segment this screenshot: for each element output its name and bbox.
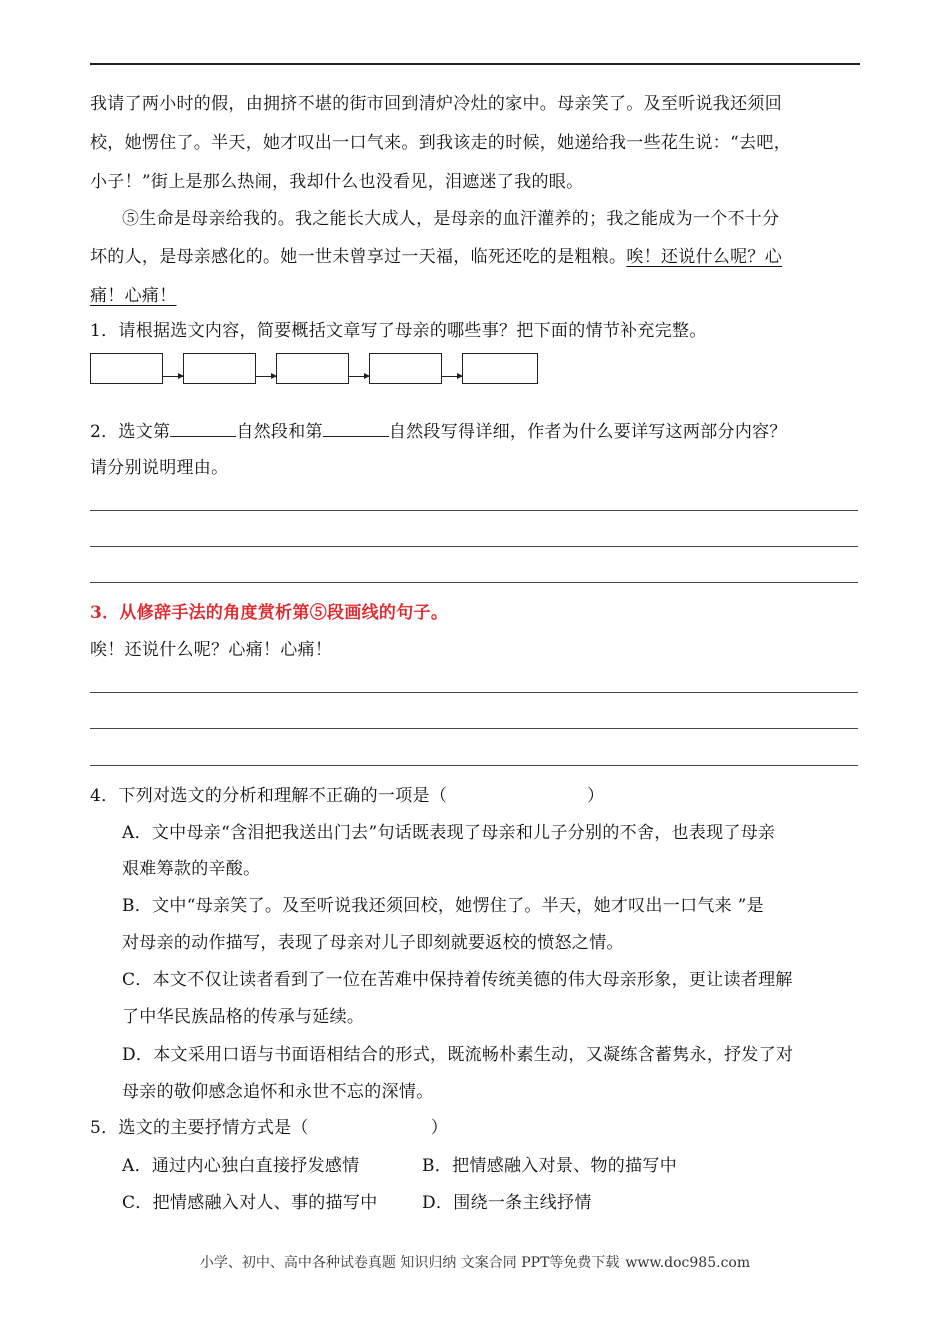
answer-box-3[interactable]	[276, 353, 349, 384]
arrow-icon	[256, 376, 276, 377]
question-5-paren: ）	[430, 1118, 449, 1138]
top-rule	[90, 63, 860, 65]
passage-line: 校，她愣住了。半天，她才叹出一口气来。到我该走的时候，她递给我一些花生说：“去吧，	[90, 133, 791, 153]
question-4-text: 4．下列对选文的分析和理解不正确的一项是（	[90, 786, 448, 806]
option-D[interactable]: D．本文采用口语与书面语相结合的形式，既流畅朴素生动，又凝练含蓄隽永，抒发了对	[122, 1045, 794, 1065]
answer-box-2[interactable]	[183, 353, 256, 384]
question-2-text: 自然段写得详细，作者为什么要详写这两部分内容？	[388, 422, 787, 442]
option-C[interactable]: C．把情感融入对人、事的描写中	[122, 1193, 378, 1213]
question-4-stem	[90, 784, 860, 808]
answer-line[interactable]	[90, 692, 858, 693]
question-5-stem	[90, 1116, 860, 1140]
answer-line[interactable]	[90, 510, 858, 511]
option-C[interactable]: C．本文不仅让读者看到了一位在苦难中保持着传统美德的伟大母亲形象，更让读者理解	[122, 970, 793, 990]
option-D-cont: 母亲的敬仰感念追怀和永世不忘的深情。	[122, 1082, 434, 1102]
option-B[interactable]: B．把情感融入对景、物的描写中	[422, 1156, 677, 1176]
underlined-sentence: 唉！还说什么呢？心	[626, 247, 783, 267]
answer-box-1[interactable]	[90, 353, 163, 384]
arrow-icon	[349, 376, 369, 377]
question-2-text: 自然段和第	[236, 422, 323, 442]
option-B[interactable]: B．文中“母亲笑了。及至听说我还须回校，她愣住了。半天，她才叹出一口气来 ”是	[122, 896, 764, 916]
passage-text: 坏的人，是母亲感化的。她一世未曾享过一天福，临死还吃的是粗粮。	[90, 247, 627, 267]
option-A[interactable]: A．通过内心独白直接抒发感情	[122, 1156, 360, 1176]
passage-line	[90, 284, 860, 308]
question-3-title: 3．从修辞手法的角度赏析第⑤段画线的句子。	[90, 603, 449, 623]
passage-line: ⑤生命是母亲给我的。我之能长大成人，是母亲的血汗灌养的；我之能成为一个不十分	[122, 209, 780, 229]
option-A-cont: 艰难筹款的辛酸。	[122, 859, 261, 879]
option-D[interactable]: D．围绕一条主线抒情	[422, 1193, 592, 1213]
option-B-cont: 对母亲的动作描写，表现了母亲对儿子即刻就要返校的愤怒之情。	[122, 933, 624, 953]
underlined-sentence: 痛！心痛！	[90, 286, 177, 306]
answer-line[interactable]	[90, 546, 858, 547]
question-1: 1．请根据选文内容，简要概括文章写了母亲的哪些事？把下面的情节补充完整。	[90, 321, 707, 341]
passage-line: 我请了两小时的假，由拥挤不堪的街市回到清炉冷灶的家中。母亲笑了。及至听说我还须回	[90, 94, 782, 114]
question-2-line2: 请分别说明理由。	[90, 458, 229, 478]
question-4-paren: ）	[587, 786, 605, 806]
option-C-cont: 了中华民族品格的传承与延续。	[122, 1007, 365, 1027]
question-3-quote: 唉！还说什么呢？心痛！心痛！	[90, 640, 333, 660]
answer-box-4[interactable]	[369, 353, 442, 384]
passage-line: 小子！”街上是那么热闹，我却什么也没看见，泪遮迷了我的眼。	[90, 172, 584, 192]
answer-line[interactable]	[90, 765, 858, 766]
paragraph-blank-1[interactable]	[170, 418, 236, 437]
answer-box-5[interactable]	[462, 353, 538, 384]
paragraph-blank-2[interactable]	[323, 418, 389, 437]
arrow-icon	[442, 376, 462, 377]
footer-url[interactable]: www.doc985.com	[625, 1255, 751, 1271]
footer-text: 小学、初中、高中各种试卷真题 知识归纳 文案合同 PPT等免费下载	[199, 1255, 620, 1271]
question-2-text: 2．选文第	[90, 422, 171, 442]
answer-line[interactable]	[90, 582, 858, 583]
passage-line	[90, 245, 860, 269]
option-A[interactable]: A．文中母亲“含泪把我送出门去”句话既表现了母亲和儿子分别的不舍，也表现了母亲	[122, 823, 776, 843]
question-5-text: 5．选文的主要抒情方式是（	[90, 1118, 309, 1138]
answer-line[interactable]	[90, 728, 858, 729]
arrow-icon	[163, 376, 183, 377]
footer	[0, 1252, 950, 1272]
question-2	[90, 418, 860, 444]
